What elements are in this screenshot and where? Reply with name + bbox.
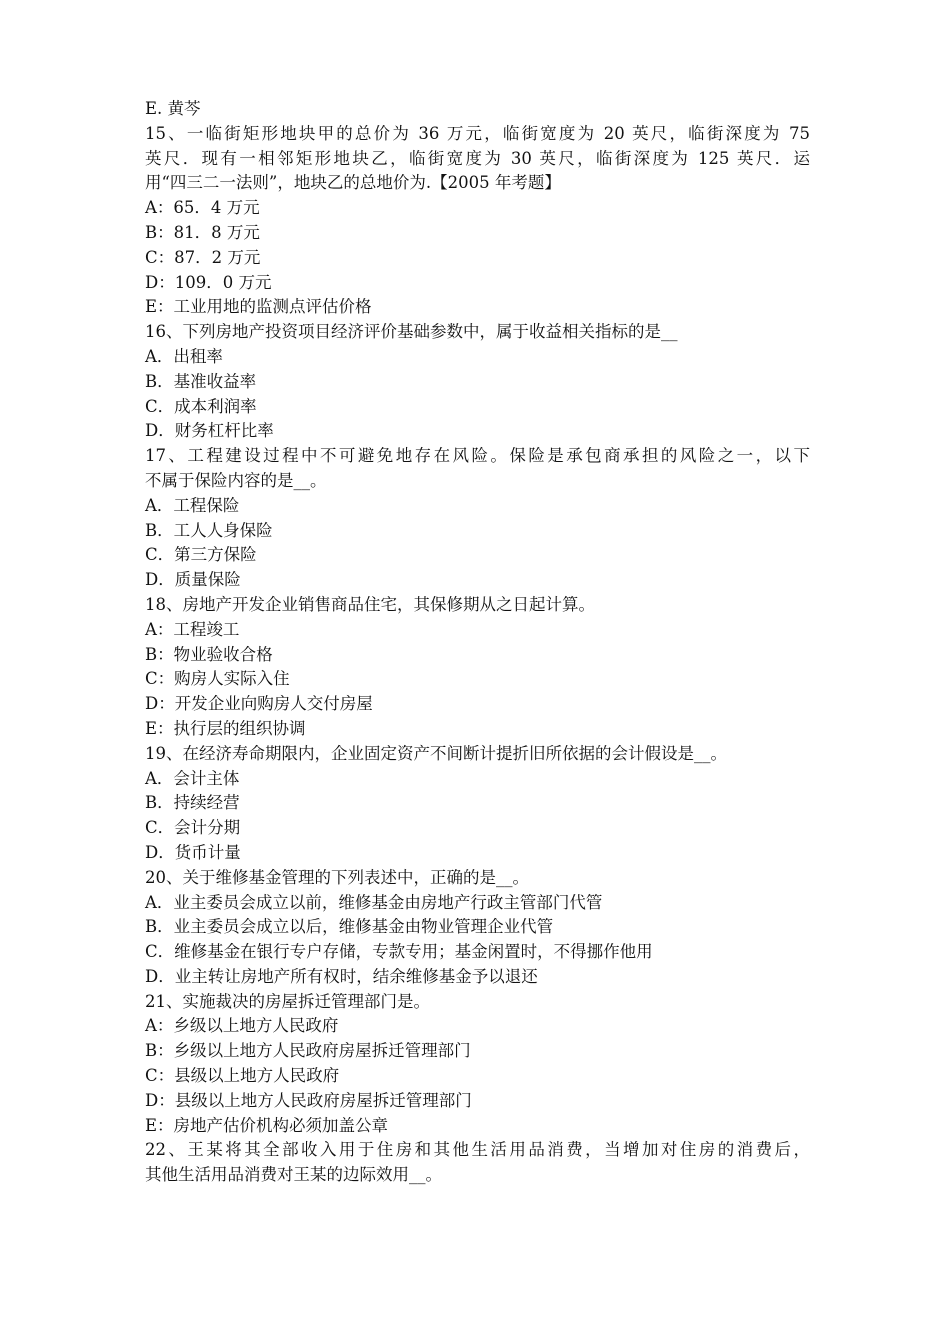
text-line: A．业主委员会成立以前，维修基金由房地产行政主管部门代管: [145, 892, 603, 912]
document-body: [145, 97, 810, 1188]
text-line: 20、关于维修基金管理的下列表述中，正确的是__。: [145, 867, 529, 887]
text-line: C．成本利润率: [145, 396, 257, 416]
text-line: C．维修基金在银行专户存储，专款专用；基金闲置时，不得挪作他用: [145, 942, 653, 962]
text-line: 其他生活用品消费对王某的边际效用__。: [145, 1165, 442, 1185]
text-line: 15、一临街矩形地块甲的总价为 36 万元，临街宽度为 20 英尺，临街深度为 75: [145, 123, 810, 143]
text-line: D：县级以上地方人民政府房屋拆迁管理部门: [145, 1090, 472, 1110]
text-line: C：87．2 万元: [145, 247, 261, 267]
text-line: B．持续经营: [145, 793, 240, 813]
text-line: D．财务杠杆比率: [145, 421, 274, 441]
text-line: E：执行层的组织协调: [145, 718, 306, 738]
text-line: A：工程竣工: [145, 619, 240, 639]
text-line: A．工程保险: [145, 495, 240, 515]
text-line: D．质量保险: [145, 570, 241, 590]
text-line: C：购房人实际入住: [145, 669, 290, 689]
text-line: E. 黄芩: [145, 99, 201, 118]
text-line: 18、房地产开发企业销售商品住宅，其保修期从之日起计算。: [145, 594, 595, 614]
text-line: D．业主转让房地产所有权时，结余维修基金予以退还: [145, 966, 538, 986]
text-line: 英尺．现有一相邻矩形地块乙，临街宽度为 30 英尺，临街深度为 125 英尺．运: [145, 148, 810, 168]
text-line: D：开发企业向购房人交付房屋: [145, 694, 373, 714]
text-line: A．会计主体: [145, 768, 240, 788]
text-line: C．会计分期: [145, 818, 241, 838]
text-line: A：乡级以上地方人民政府: [145, 1016, 339, 1036]
text-line: 不属于保险内容的是__。: [145, 470, 327, 490]
text-line: 用“四三二一法则”，地块乙的总地价为.【2005 年考题】: [145, 173, 561, 193]
text-line: B．基准收益率: [145, 371, 257, 391]
text-line: C：县级以上地方人民政府: [145, 1066, 340, 1086]
text-line: 22、王某将其全部收入用于住房和其他生活用品消费，当增加对住房的消费后，: [145, 1140, 810, 1160]
text-line: 19、在经济寿命期限内，企业固定资产不间断计提折旧所依据的会计假设是__。: [145, 743, 727, 763]
text-line: 16、下列房地产投资项目经济评价基础参数中，属于收益相关指标的是__: [145, 322, 678, 342]
text-line: E：工业用地的监测点评估价格: [145, 297, 372, 317]
text-line: B：81．8 万元: [145, 222, 260, 242]
text-line: B．业主委员会成立以后，维修基金由物业管理企业代管: [145, 917, 554, 937]
text-line: B：物业验收合格: [145, 644, 273, 664]
text-line: E：房地产估价机构必须加盖公章: [145, 1115, 389, 1135]
text-line: C．第三方保险: [145, 545, 257, 565]
text-line: A．出租率: [145, 346, 223, 366]
text-line: A：65．4 万元: [145, 198, 260, 218]
text-line: D：109．0 万元: [145, 272, 272, 292]
text-line: B．工人人身保险: [145, 520, 273, 540]
text-line: B：乡级以上地方人民政府房屋拆迁管理部门: [145, 1041, 471, 1061]
text-line: 17、工程建设过程中不可避免地存在风险。保险是承包商承担的风险之一，以下: [145, 446, 810, 466]
text-line: D．货币计量: [145, 842, 241, 862]
text-line: 21、实施裁决的房屋拆迁管理部门是。: [145, 991, 430, 1011]
